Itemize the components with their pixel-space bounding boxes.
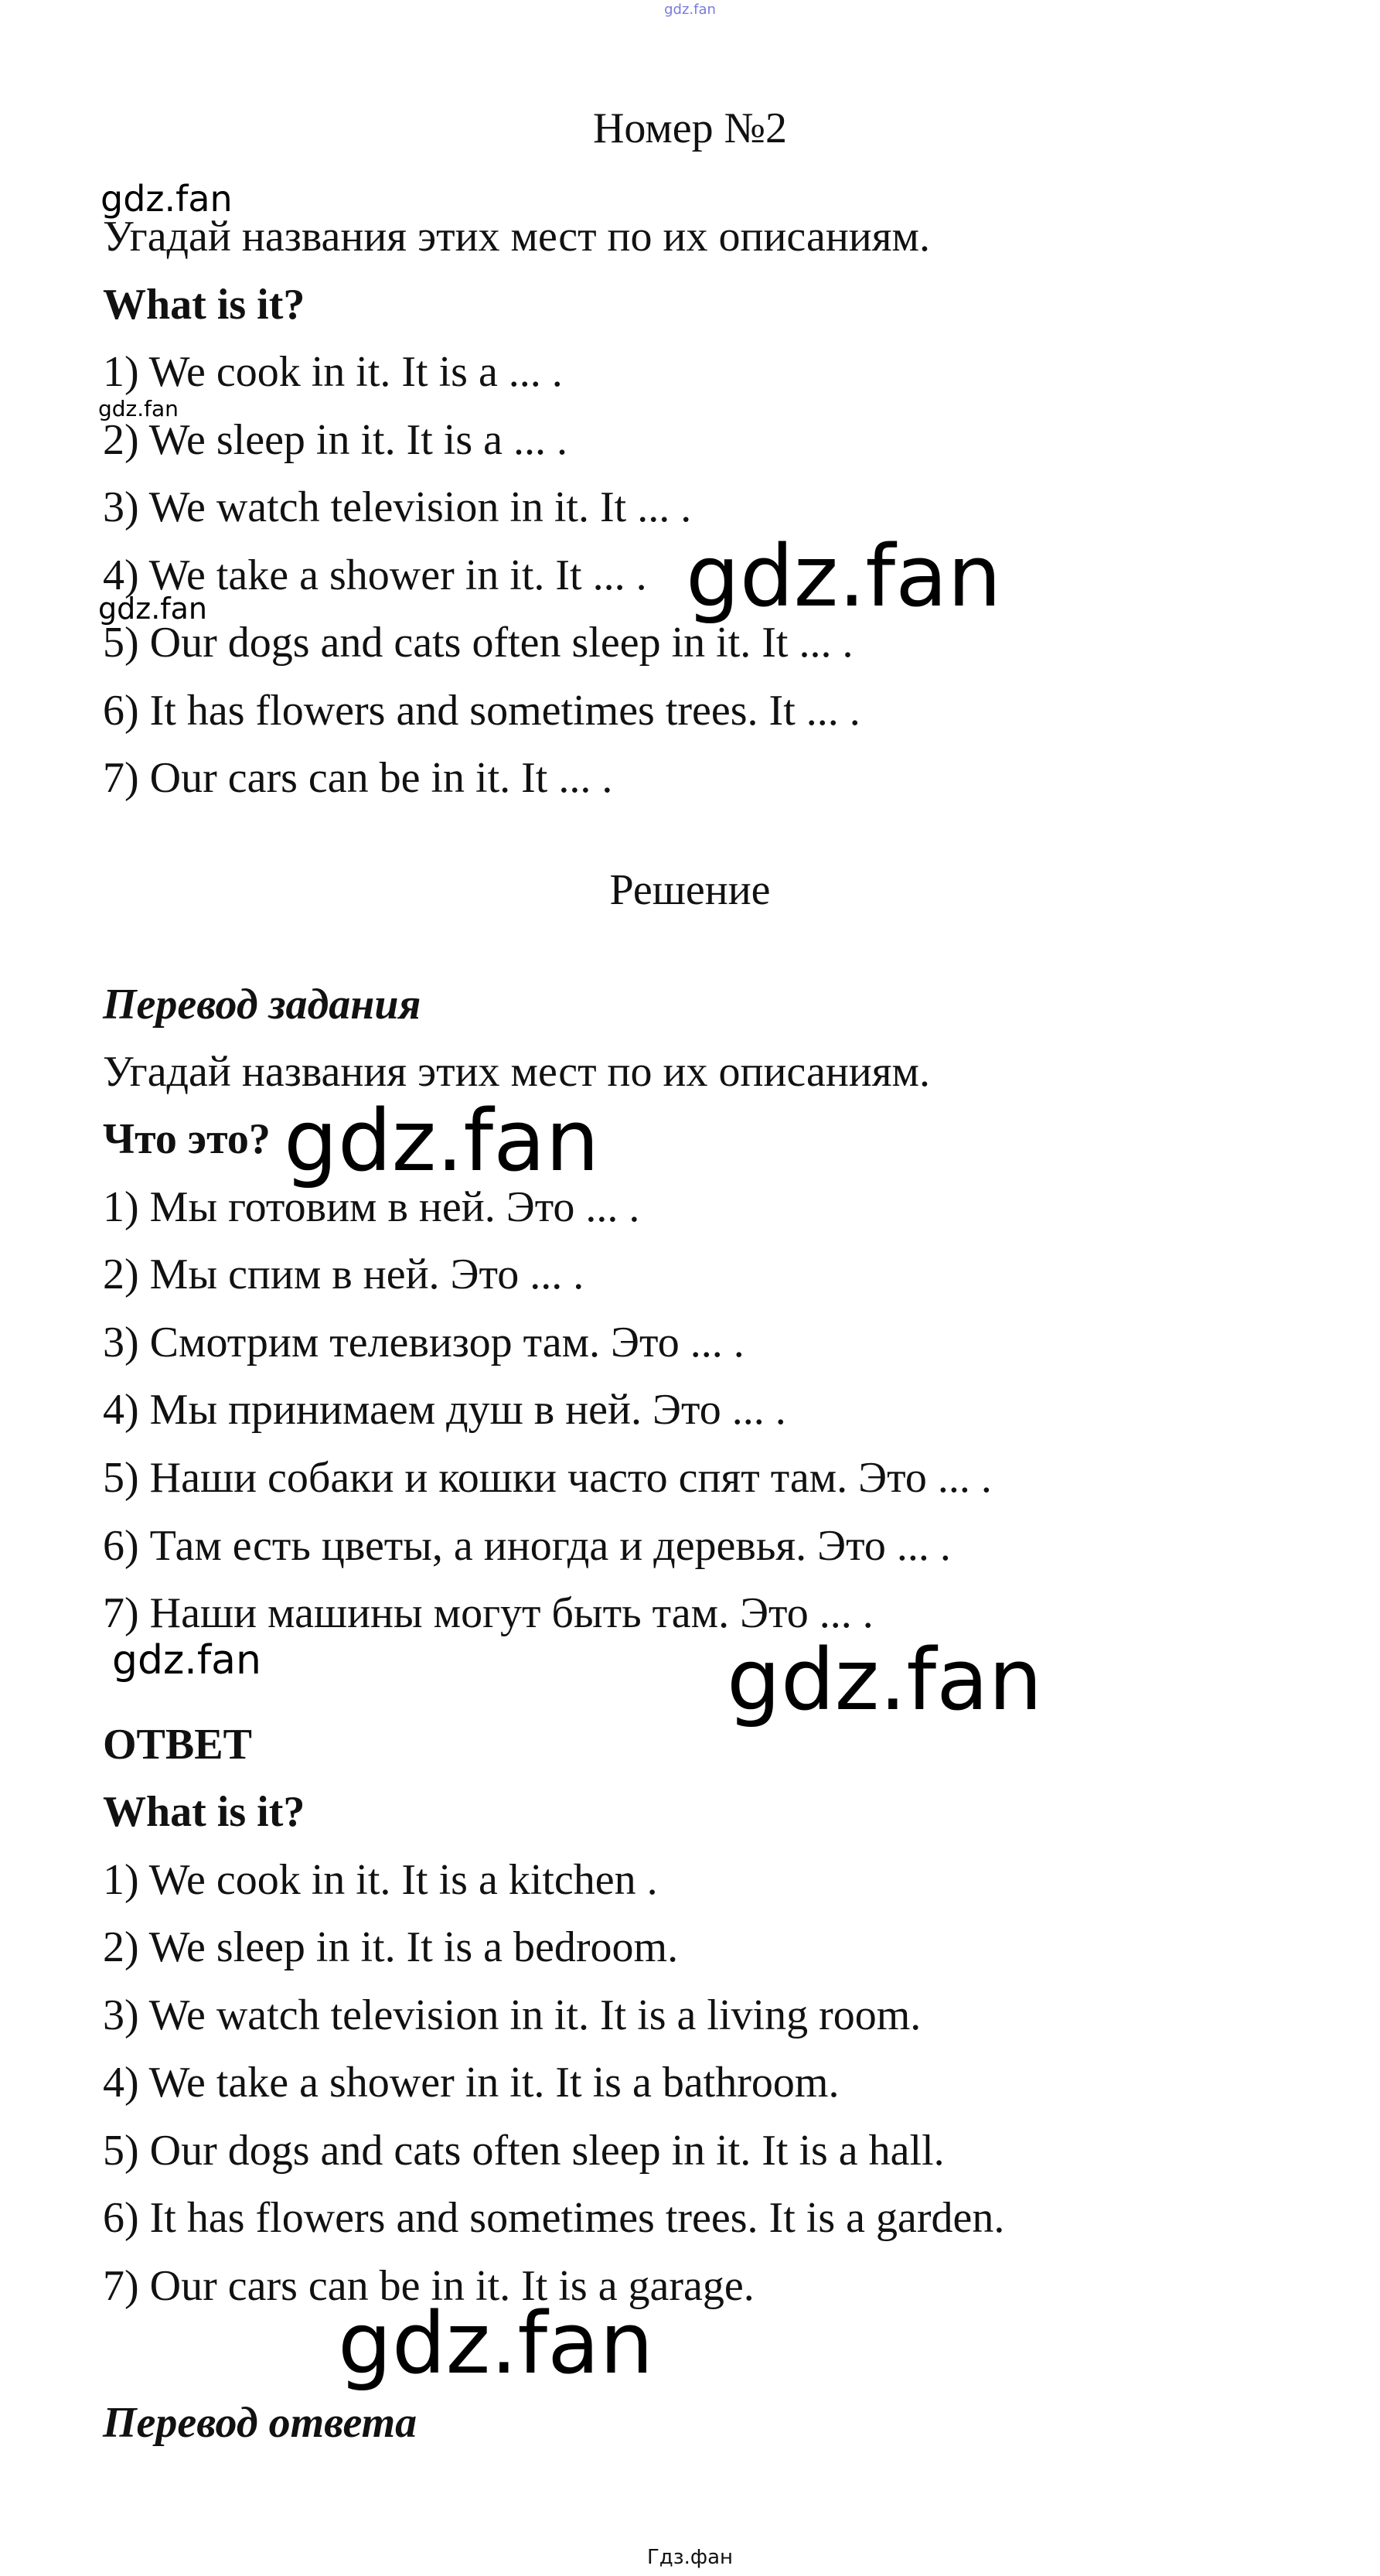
translation-instruction: Угадай названия этих мест по их описаниям. [103, 1048, 930, 1096]
task-item-7: 7) Our cars can be in it. It ... . [103, 754, 613, 802]
watermark-7: gdz.fan [727, 1630, 1043, 1729]
task-instruction: Угадай названия этих мест по их описаниям. [103, 213, 930, 261]
watermark-6: gdz.fan [112, 1637, 261, 1684]
translation-item-7: 7) Наши машины могут быть там. Это ... . [103, 1589, 874, 1637]
task-item-4: 4) We take a shower in it. It ... . [103, 551, 647, 599]
translation-item-5: 5) Наши собаки и кошки часто спят там. Это ... . [103, 1454, 992, 1502]
task-item-5: 5) Our dogs and cats often sleep in it. It ... . [103, 619, 854, 667]
translation-item-4: 4) Мы принимаем душ в ней. Это ... . [103, 1386, 786, 1434]
watermark-2: gdz.fan [98, 396, 179, 421]
task-translation-heading: Перевод задания [103, 981, 421, 1029]
answer-question: What is it? [103, 1788, 305, 1836]
task-item-2: 2) We sleep in it. It is a ... . [103, 416, 568, 464]
task-question: What is it? [103, 281, 305, 329]
task-item-3: 3) We watch television in it. It ... . [103, 483, 692, 531]
page-title: Номер №2 [592, 104, 788, 152]
answer-item-3: 3) We watch television in it. It is a living room. [103, 1991, 922, 2039]
watermark-1: gdz.fan [101, 178, 233, 220]
watermark-5: gdz.fan [284, 1091, 600, 1190]
answer-item-7: 7) Our cars can be in it. It is a garage. [103, 2262, 755, 2310]
answer-item-4: 4) We take a shower in it. It is a bathroom. [103, 2059, 840, 2107]
solution-heading: Решение [609, 866, 771, 914]
answer-item-5: 5) Our dogs and cats often sleep in it. It is a hall. [103, 2127, 945, 2175]
answer-item-6: 6) It has flowers and sometimes trees. It is a garden. [103, 2194, 1005, 2242]
translation-item-3: 3) Смотрим телевизор там. Это ... . [103, 1319, 745, 1366]
answer-item-2: 2) We sleep in it. It is a bedroom. [103, 1923, 679, 1971]
watermark-4: gdz.fan [98, 592, 208, 626]
footer-watermark: Гдз.фан [646, 2546, 734, 2569]
translation-item-1: 1) Мы готовим в ней. Это ... . [103, 1183, 640, 1231]
watermark-3: gdz.fan [686, 527, 1002, 626]
task-item-1: 1) We cook in it. It is a ... . [103, 348, 563, 396]
answer-translation-heading: Перевод ответа [103, 2399, 417, 2447]
watermark-8: gdz.fan [338, 2294, 654, 2393]
top-watermark: gdz.fan [664, 2, 716, 18]
translation-item-6: 6) Там есть цветы, а иногда и деревья. Это ... . [103, 1522, 951, 1570]
answer-heading: ОТВЕТ [103, 1721, 252, 1769]
translation-question: Что это? [103, 1115, 271, 1163]
translation-item-2: 2) Мы спим в ней. Это ... . [103, 1250, 584, 1298]
task-item-6: 6) It has flowers and sometimes trees. It ... . [103, 687, 860, 735]
answer-item-1: 1) We cook in it. It is a kitchen . [103, 1856, 658, 1904]
